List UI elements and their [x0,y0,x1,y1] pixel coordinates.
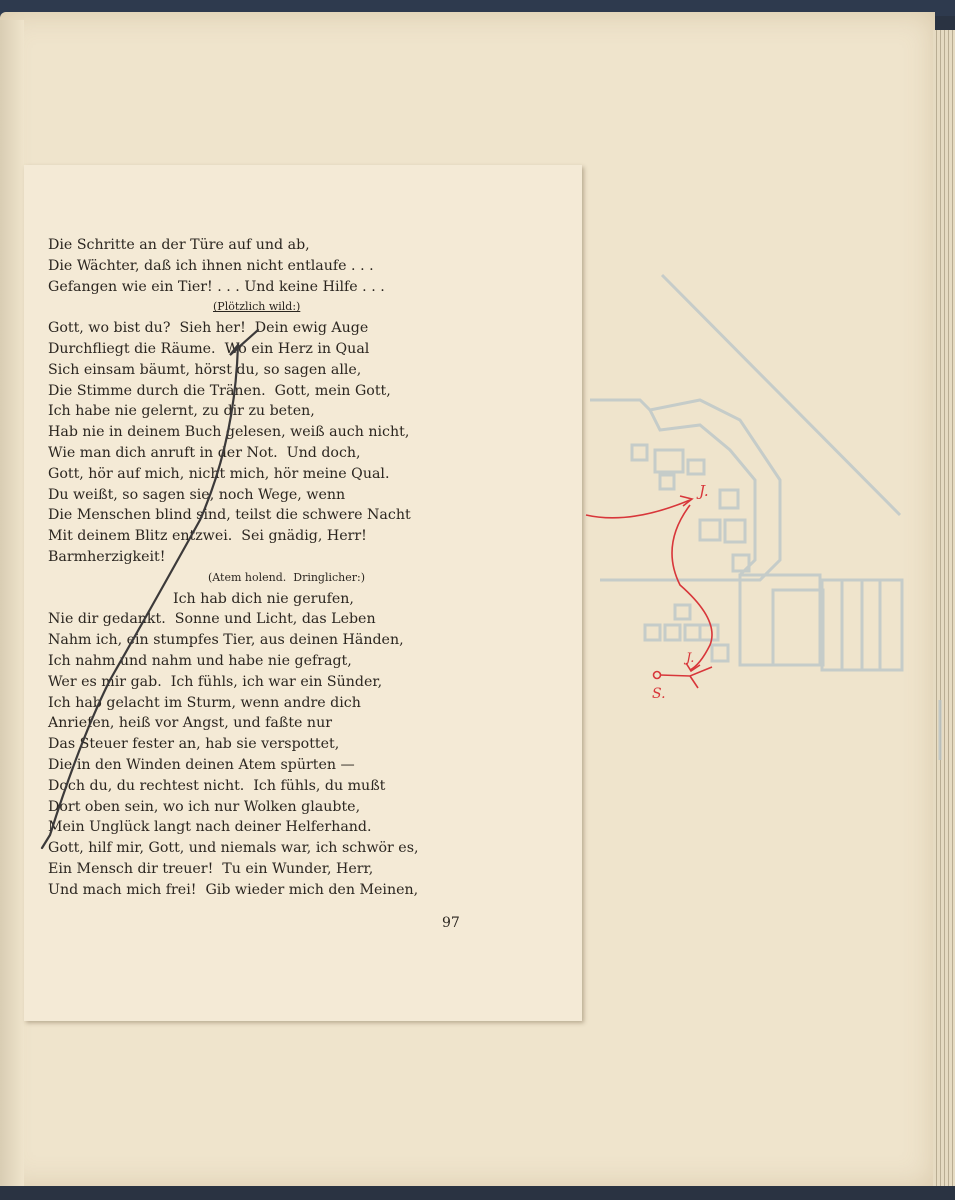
verse-line: Du weißt, so sagen sie, noch Wege, wenn [48,486,346,503]
verse-line: Dort oben sein, wo ich nur Wolken glaubte, [48,798,361,815]
verse-line: Die Schritte an der Türe auf und ab, [48,237,310,253]
verse-line: Gefangen wie ein Tier! . . . Und keine Hilfe . . . [48,278,385,295]
verse-line: Gott, hör auf mich, nicht mich, hör meine Qual. [48,465,390,482]
verse-line: Ich hab dich nie gerufen, [173,590,354,607]
verse-line: Wer es mir gab. Ich fühls, ich war ein Sünder, [48,673,383,690]
verse-line: Ein Mensch dir treuer! Tu ein Wunder, Herr, [48,860,374,877]
verse-line: Und mach mich frei! Gib wieder mich den Meinen, [48,881,419,898]
marker-3: S. [652,686,666,702]
verse-line: Gott, wo bist du? Sieh her! Dein ewig Auge [48,320,369,337]
verse-block [48,235,468,901]
verse-line: Mit deinem Blitz entzwei. Sei gnädig, Herr! [48,528,367,545]
stage-direction: (Atem holend. Dringlicher:) [208,570,366,584]
verse-line: Doch du, du rechtest nicht. Ich fühls, du mußt [48,777,386,794]
verse-line: Nie dir gedankt. Sonne und Licht, das Leben [48,611,376,628]
verse-line: Ich habe nie gelernt, zu dir zu beten, [48,403,315,420]
verse-line: Sich einsam bäumt, hörst du, so sagen alle, [48,361,362,378]
verse-line: Nahm ich, ein stumpfes Tier, aus deinen Händen, [48,632,404,649]
verse-line: Die Wächter, daß ich ihnen nicht entlaufe . . . [48,257,374,274]
verse-line: Das Steuer fester an, hab sie verspottet, [48,736,340,753]
page-number: 97 [442,915,460,931]
stage-direction: (Plötzlich wild:) [213,300,301,314]
verse-line: Die Stimme durch die Tränen. Gott, mein Gott, [48,382,391,399]
verse-line: Gott, hilf mir, Gott, und niemals war, ich schwör es, [48,840,419,857]
book-bottom-edge [0,1186,955,1200]
pasted-text-page [24,165,582,1021]
verse-line: Ich hab gelacht im Sturm, wenn andre dich [48,694,361,711]
verse-line: Hab nie in deinem Buch gelesen, weiß auch nicht, [48,424,410,441]
verse-line: Mein Unglück langt nach deiner Helferhand. [48,819,372,836]
verse-line: Die in den Winden deinen Atem spürten — [48,756,355,773]
marker-2: J. [686,651,695,666]
verse-line: Ich nahm und nahm und habe nie gefragt, [48,652,352,669]
verse-line: Wie man dich anruft in der Not. Und doch, [48,444,361,461]
marker-1: J. [699,482,709,500]
verse-line: Barmherzigkeit! [48,548,166,565]
verse-line: Durchfliegt die Räume. Wo ein Herz in Qual [48,340,370,357]
verse-line: Die Menschen blind sind, teilst die schwere Nacht [48,507,411,524]
verse-line: Anriefen, heiß vor Angst, und faßte nur [48,715,332,732]
